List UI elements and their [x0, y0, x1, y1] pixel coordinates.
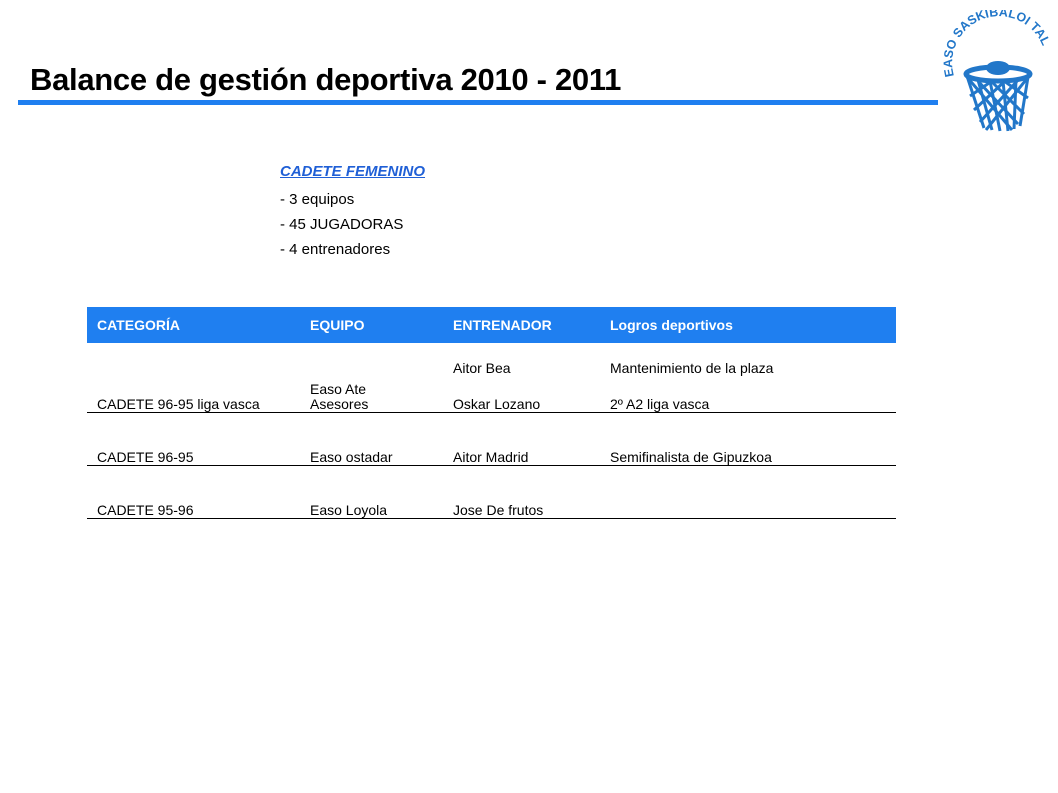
cell-entrenador [443, 343, 600, 413]
column-header-logros: Logros deportivos [600, 307, 896, 343]
cell-logros [600, 466, 896, 519]
club-logo [940, 10, 1052, 138]
cell-equipo-line: Easo Ate [310, 381, 367, 397]
summary-heading: CADETE FEMENINO [280, 163, 426, 180]
cell-categoria: CADETE 96-95 liga vasca [87, 343, 300, 413]
cell-entrenador-line: Aitor Bea [453, 360, 511, 376]
cell-equipo: Easo ostadar [300, 413, 443, 466]
basketball-hoop-icon [940, 10, 1052, 138]
cell-categoria: CADETE 95-96 [87, 466, 300, 519]
cell-logros: Semifinalista de Gipuzkoa [600, 413, 896, 466]
page-title: Balance de gestión deportiva 2010 - 2011 [30, 62, 622, 97]
table-row [87, 466, 896, 519]
cell-entrenador-line: Oskar Lozano [453, 396, 541, 412]
table-header-row [87, 307, 896, 343]
summary-block [280, 163, 425, 262]
summary-line: - 3 equipos [280, 191, 355, 208]
cell-equipo [300, 343, 443, 413]
cell-equipo: Easo Loyola [300, 466, 443, 519]
cell-entrenador: Jose De frutos [443, 466, 600, 519]
column-header-entrenador: ENTRENADOR [443, 307, 600, 343]
logo-text: EASO SASKIBALOI TAL [941, 10, 1052, 79]
summary-line: - 45 JUGADORAS [280, 216, 404, 233]
cell-categoria: CADETE 96-95 [87, 413, 300, 466]
cell-logros [600, 343, 896, 413]
column-header-equipo: EQUIPO [300, 307, 443, 343]
cell-logros-line: Mantenimiento de la plaza [610, 360, 774, 376]
table-row [87, 343, 896, 413]
summary-line: - 4 entrenadores [280, 241, 391, 258]
cell-logros-line: 2º A2 liga vasca [610, 396, 710, 412]
cell-equipo-line: Asesores [310, 396, 369, 412]
table-row [87, 413, 896, 466]
teams-table [87, 307, 896, 519]
cell-entrenador: Aitor Madrid [443, 413, 600, 466]
title-underline [18, 100, 938, 105]
column-header-categoria: CATEGORÍA [87, 307, 300, 343]
